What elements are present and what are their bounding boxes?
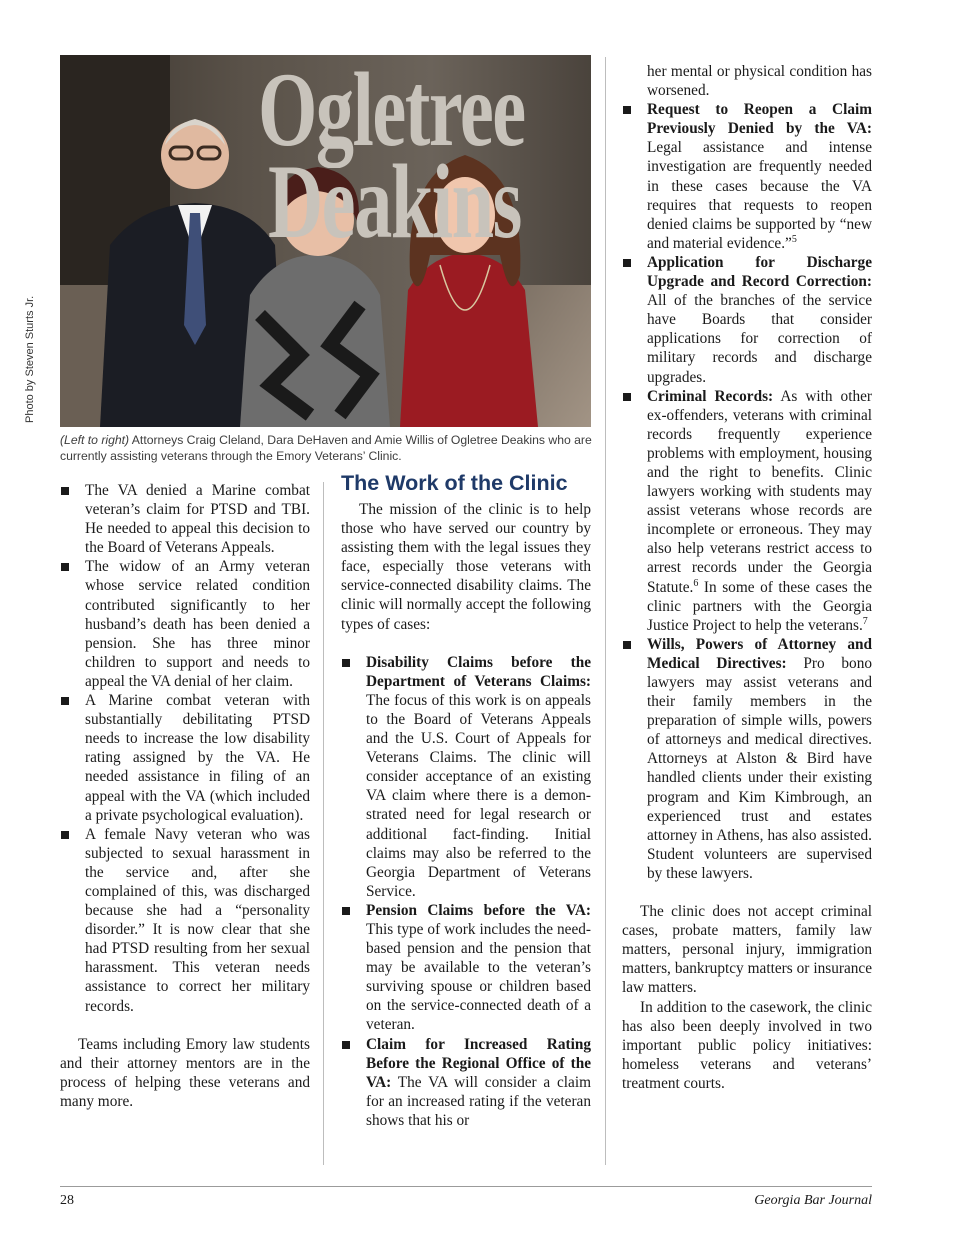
case-types-list-cont <box>622 100 872 883</box>
caption-lead: (Left to right) <box>60 433 130 447</box>
item-title: Wills, Powers of Attorney and Medical Directives: <box>647 635 872 672</box>
list-item: The VA denied a Marine combat veteran’s claim for PTSD and TBI. He needed to appeal this decision to the Board of Veterans Appeals. <box>60 481 310 557</box>
policy-paragraph: In addition to the casework, the clinic has also been deeply involved in two important public policy initiatives: homeless veterans and veterans’ treatment courts. <box>622 998 872 1092</box>
item-text: Legal assistance and intense investigation are frequently needed in these cases because the VA requires that requests to reopen denied claims be supported by “new and material evidence.” <box>647 139 872 252</box>
sign-text-line2: Deakins <box>268 143 521 260</box>
item-text: Pro bono lawyers may assist veterans and their family members in the preparation of simple wills, powers of attorneys and medical directives. Attorneys at Alston & Bird have handled clients under their existing program and Kim Kimbrough, an experienced trust and estates attorney in Athens, has also assisted. Student volunteers are supervised by these lawyers. <box>647 654 873 882</box>
closing-paragraph: Teams including Emory law students and their attorney mentors are in the process of helping these veterans and many more. <box>60 1035 310 1110</box>
column-2 <box>341 500 591 1130</box>
column-1 <box>60 481 310 1111</box>
item-text: All of the branches of the service have Boards that consider applications for correction of military records and discharge upgrades. <box>647 292 872 386</box>
case-examples-list <box>60 481 310 1016</box>
column-3 <box>622 62 872 1093</box>
woman-center-sweater <box>240 255 390 427</box>
sign-text-line1: Ogletree <box>258 55 525 168</box>
photo-credit: Photo by Steven Sturts Jr. <box>24 295 36 423</box>
footnote-ref: 5 <box>791 233 797 245</box>
photo-caption <box>60 432 595 464</box>
item-text: The focus of this work is on appeals to the Board of Veterans Appeals and the U.S. Court of Appeals for Veterans Claims. The clinic will consider acceptance of an existing VA claim where there is a demonstrated need for legal research or additional fact-finding. Initial claims may also be referred to the Georgia Department of Veterans Service. <box>366 691 591 900</box>
intro-paragraph: The mission of the clinic is to help those who have served our country by assisting them with the legal issues they face, especially those veterans with service-connected disability claims. The clinic will normally accept the following types of cases: <box>341 501 591 633</box>
item-text: The VA will consider a claim for an increased rating if the veteran shows that his or <box>366 1073 591 1129</box>
item-text: This type of work includes the need-based pension and the pension that may be available to the veteran’s surviving spouse or children based on the service-connected death of a veteran. <box>366 920 591 1034</box>
list-item <box>341 901 591 1035</box>
item-title: Disability Claims before the Department of Veterans Claims: <box>366 653 591 690</box>
article-photo <box>60 55 591 427</box>
continuation-text: her mental or physical condition has worsened. <box>647 63 872 100</box>
list-item: The widow of an Army veteran whose service related condition contributed significantly to her husband’s death has been denied a pension. She has three minor children to support and needs to appeal the VA denial of her claim. <box>60 557 310 691</box>
footnote-ref: 6 <box>693 577 699 589</box>
item-title: Application for Discharge Upgrade and Record Correction: <box>647 253 872 291</box>
page-number: 28 <box>60 1193 74 1208</box>
footer-rule <box>60 1186 872 1187</box>
item-title: Pension Claims before the VA: <box>366 901 591 919</box>
item-text: As with other ex-offenders, veterans with criminal records frequently experience problems with employment, housing and the right to benefits. Clinic lawyers working with students may assist veterans whose records are incomplete or erroneous. They may also help veterans restrict access to arrest records under the Georgia Statute. <box>647 387 872 596</box>
list-item <box>622 635 872 883</box>
journal-name: Georgia Bar Journal <box>754 1193 872 1208</box>
section-heading: The Work of the Clinic <box>341 471 568 495</box>
case-types-list <box>341 653 591 1130</box>
item-title: Request to Reopen a Claim Previously Denied by the VA: <box>647 101 872 138</box>
exclusions-paragraph: The clinic does not accept criminal cases, probate matters, family law matters, personal injury, immigration matters, bankruptcy matters or insurance law matters. <box>622 903 872 997</box>
list-item: A female Navy veteran who was subjected to sexual harassment in the service and, after she complained of this, was discharged because she had a “personality disorder.” It is now clear that she had PTSD resulting from her sexual harassment. This veteran needs assistance to correct her military records. <box>60 825 310 1016</box>
list-item <box>622 387 872 635</box>
column-divider <box>323 482 324 1165</box>
column-divider <box>605 57 606 1165</box>
item-title: Criminal Records: <box>647 387 774 405</box>
list-item <box>622 100 872 253</box>
footnote-ref: 7 <box>862 615 868 627</box>
item-title: Claim for Increased Rating Before the Regional Office of the VA: <box>366 1035 591 1091</box>
list-item <box>622 253 872 387</box>
caption-text: Attorneys Craig Cleland, Dara DeHaven and Amie Willis of Ogletree Deakins who are currently assisting veterans through the Emory Veterans’ Clinic. <box>60 433 592 463</box>
list-item: A Marine combat veteran with substantially debilitating PTSD needs to increase the low disability rating assigned by the VA. He needed assistance in filing of an appeal with the VA (which included a private psychological evaluation). <box>60 691 310 825</box>
list-item <box>341 653 591 901</box>
list-item <box>341 1035 591 1130</box>
item-text-after: In some of these cases the clinic partners with the Georgia Justice Project to help the veterans. <box>647 578 872 634</box>
